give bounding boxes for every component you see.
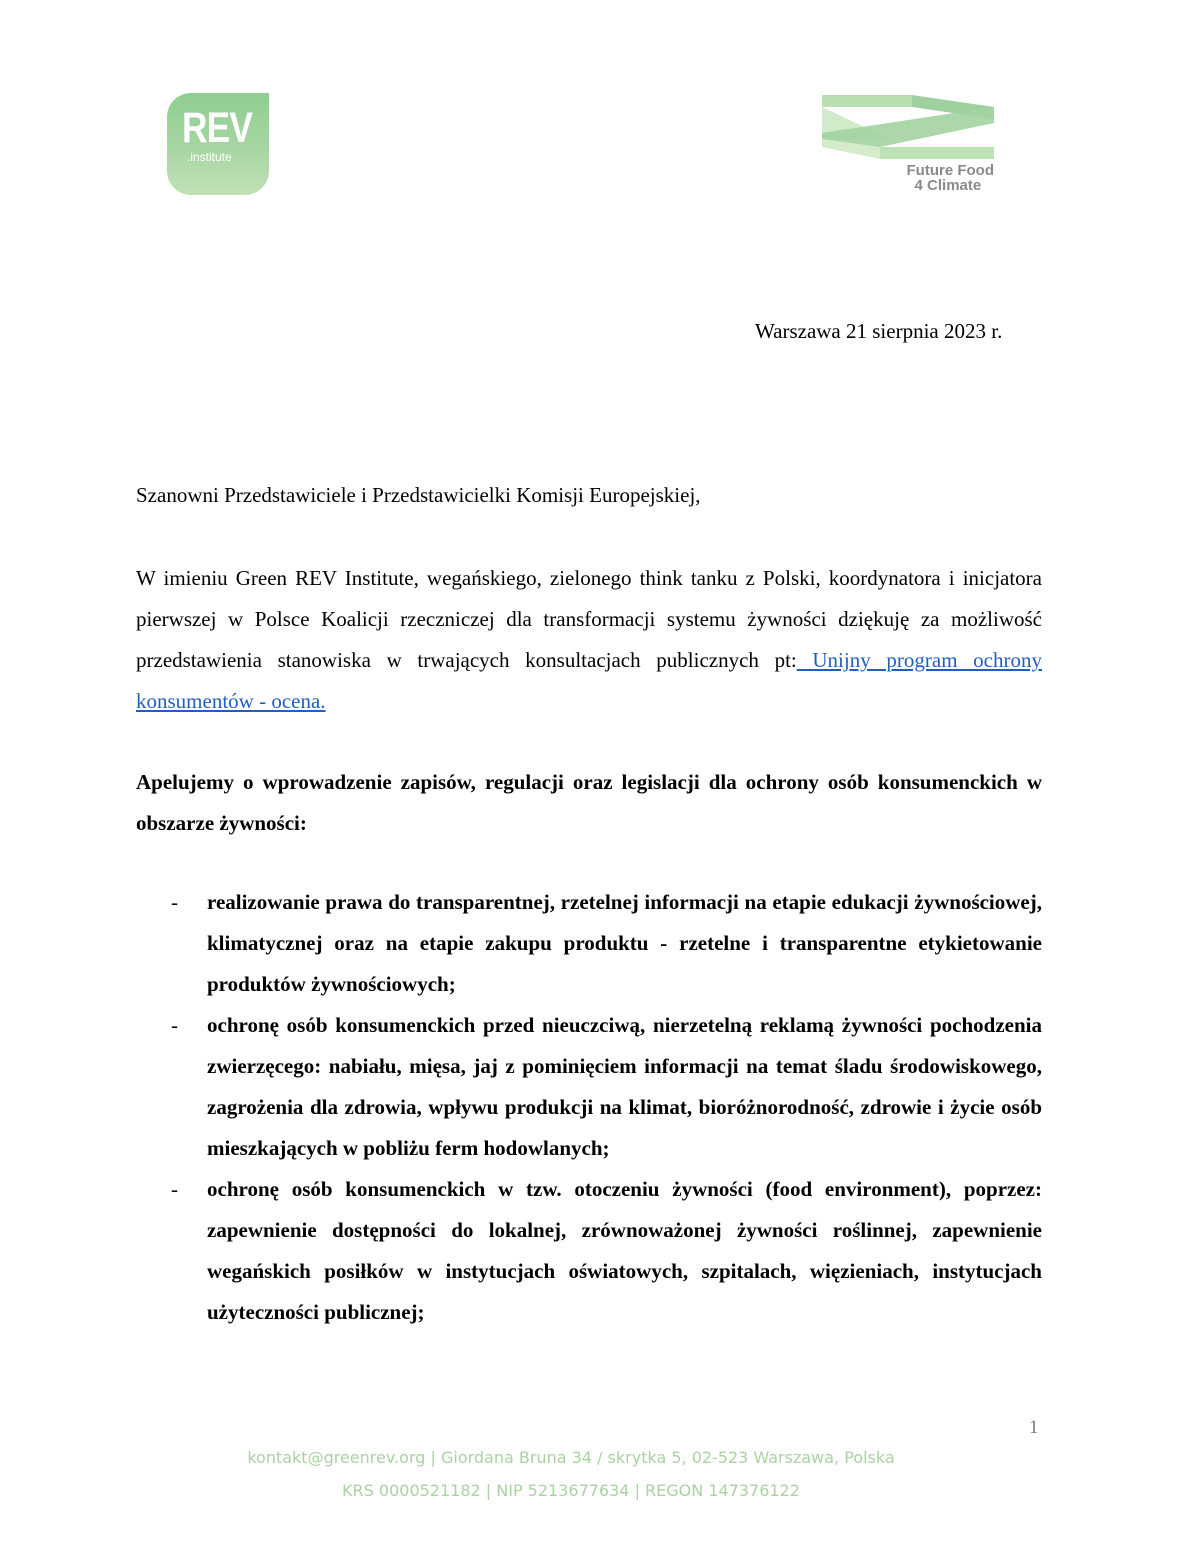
list-item-text: ochronę osób konsumenckich w tzw. otoczeniu żywności (food environment), poprzez: zapewnienie dostępności do lokalnej, zrównoważonej żywności roślinnej, zapewnienie wegańskich posiłków w instytucjach oświatowych, szpitalach, więzieniach, instytucjach użyteczności publicznej; (207, 1177, 1042, 1324)
list-item-text: realizowanie prawa do transparentnej, rzetelnej informacji na etapie edukacji żywnościowej, klimatycznej oraz na etapie zakupu produktu - rzetelne i transparentne etykietowanie produktów żywnościowych; (207, 890, 1042, 996)
intro-paragraph (136, 558, 1042, 722)
footer-registration-line: KRS 0000521182 | NIP 5213677634 | REGON 147376122 (342, 1481, 800, 1500)
future-food-logo-line2: 4 Climate (914, 177, 982, 194)
future-food-logo-text (907, 163, 994, 193)
bullet-dash: - (171, 1013, 178, 1037)
rev-institute-logo (167, 93, 269, 195)
list-item (136, 1005, 1042, 1169)
bullet-dash: - (171, 890, 178, 914)
letter-salutation: Szanowni Przedstawiciele i Przedstawicielki Komisji Europejskiej, (136, 483, 701, 507)
page-number: 1 (1029, 1417, 1039, 1438)
demands-list (136, 882, 1042, 1333)
bullet-dash: - (171, 1177, 178, 1201)
list-item (136, 1169, 1042, 1333)
intro-text: W imieniu Green REV Institute, wegańskiego, zielonego think tanku z Polski, koordynatora i inicjatora pierwszej w Polsce Koalicji rzeczniczej dla transformacji systemu żywności dziękuję za możliwość przedstawienia stanowiska w trwających konsultacjach publicznych pt: (136, 566, 1042, 672)
future-food-logo-line1: Future Food (906, 162, 994, 179)
consultation-link[interactable]: Unijny program ochrony konsumentów - ocena. (136, 648, 1042, 713)
list-item (136, 882, 1042, 1005)
letter-date: Warszawa 21 sierpnia 2023 r. (755, 319, 1003, 343)
list-item-text: ochronę osób konsumenckich przed nieuczciwą, nierzetelną reklamą żywności pochodzenia zwierzęcego: nabiału, mięsa, jaj z pominięciem informacji na temat śladu środowiskowego, zagrożenia dla zdrowia, wpływu produkcji na klimat, bioróżnorodność, zdrowie i życie osób mieszkających w pobliżu ferm hodowlanych; (207, 1013, 1042, 1160)
footer-contact-line: kontakt@greenrev.org | Giordana Bruna 34 / skrytka 5, 02-523 Warszawa, Polska (247, 1448, 895, 1467)
appeal-heading: Apelujemy o wprowadzenie zapisów, regulacji oraz legislacji dla ochrony osób konsumenckich w obszarze żywności: (136, 770, 1042, 835)
rev-logo-word: REV (182, 104, 253, 152)
rev-logo-subtitle: .institute (187, 150, 232, 164)
future-food-ribbon-icon (820, 93, 996, 159)
future-food-4-climate-logo (820, 93, 996, 199)
